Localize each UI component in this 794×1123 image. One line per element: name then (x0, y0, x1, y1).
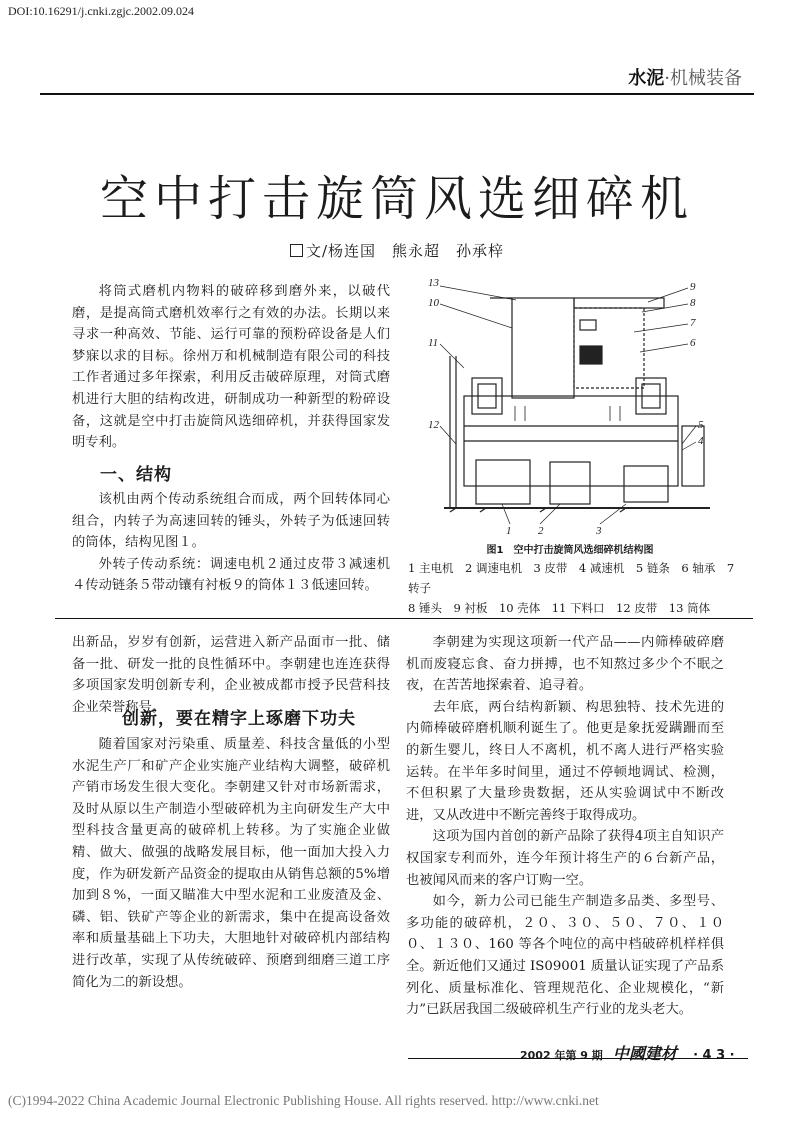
section-heading-structure: 一、结构 (100, 465, 172, 485)
footer-issue: 2002 年第 9 期 (520, 1049, 603, 1062)
right-column-paragraph: 李朝建为实现这项新一代产品——内筛棒破碎磨机而废寝忘食、奋力拼搏，也不知熬过多少个不眠之夜，在苦苦地探索着、追寻着。 (406, 635, 724, 694)
shell-housing (512, 298, 574, 398)
callout-label: 10 (428, 297, 439, 309)
figure-caption: 图1 空中打击旋筒风选细碎机结构图 (486, 545, 654, 556)
intro-paragraph: 将筒式磨机内物料的破碎移到磨外来，以破代磨，是提高筒式磨机效率行之有效的办法。长期以来寻求一种高效、节能、运行可靠的预粉碎设备是人们梦寐以求的目标。徐州万和机械制造有限公司的科技工作者通过多年探索，利用反击破碎原理，对筒式磨机进行大胆的结构改进，研制成功一种新型的粉碎设备，这就是空中打击旋筒风选细碎机，并获得国家发明专利。 (72, 284, 390, 451)
author-names: 文/杨连国 熊永超 孙承梓 (305, 242, 505, 260)
left-column-body: 随着国家对污染重、质量差、科技含量低的小型水泥生产厂和矿产企业实施产业结构大调整，破碎机产销市场发生很大变化。李朝建又针对市场新需求，及时从原以生产制造小型破碎机为主向研发生产大中型科技含量更高的破碎机上转移。为了实施企业做精、做大、做强的战略发展目标，他一面加大投入力度，作为研发新产品资金的提取由从销售总额的5%增加到８%，一面又瞄准大中型水泥和工业废渣及金、磷、铝、铁矿产等企业的新需求，集中在提高设备效率和质量基础上下功夫，大胆地针对破碎机内部结构进行改革，实现了从传统破碎、预磨到细磨三道工序简化为二的新设想。 (72, 737, 390, 990)
right-column-paragraph: 去年底，两台结构新颖、构思独特、技术先进的内筛棒破碎磨机顺利诞生了。他更是象抚爱蹒跚而至的新生婴儿，终日人不离机，机不离人进行严格实验运转。在半年多时间里，通过不停顿地调试、检测，不但积累了大量珍贵数据，还从实验调试中不断改进，又从改进中不断完善终于取得成功。 (406, 699, 724, 823)
figure-legend-line: 8 锤头 9 衬板 10 壳体 11 下料口 12 皮带 13 筒体 (408, 601, 711, 615)
right-column-paragraph: 这项为国内首创的新产品除了获得4项主自知识产权国家专利而外，连今年预计将生产的６台新产品，也被闻风而来的客户订购一空。 (406, 829, 724, 888)
liner-rail (574, 298, 664, 308)
callout-label: 3 (596, 525, 602, 537)
left-column-continuation: 出新品，岁岁有创新，运营进入新产品面市一批、储备一批、研发一批的良性循环中。李朝建也连连获得多项国家发明创新专利，企业被成都市授予民营科技企业荣誉称号。 (72, 635, 390, 715)
structure-paragraph: 该机由两个传动系统组合而成，两个回转体同心组合，内转子为高速回转的锤头，外转子为低速回转的筒体，结构见图１。 (72, 492, 390, 551)
page-footer (520, 1041, 735, 1064)
right-column-paragraph: 如今，新力公司已能生产制造多品类、多型号、多功能的破碎机，２０、３０、５０、７０、１００、１３０、160 等各个吨位的高中档破碎机样样俱全。新近他们又通过 IS09001 质量认证实现了产品系列化、质量标准化、管理规范化、企业规模化，“新力”已跃居我国二级破碎机生产行业的龙头老大。 (406, 894, 724, 1018)
footer-rule (408, 1058, 748, 1059)
section-tag (628, 64, 742, 90)
callout-label: 8 (690, 297, 696, 309)
section-tag-primary: 水泥 (628, 68, 665, 89)
callout-label: 11 (428, 337, 439, 349)
footer-magazine-logo: 中國建材 (612, 1044, 677, 1063)
callout-label: 9 (690, 281, 696, 293)
speed-motor (550, 462, 590, 504)
section-tag-separator: · (664, 68, 670, 89)
structure-text (72, 489, 390, 597)
square-bullet-icon (290, 244, 303, 257)
author-line (0, 240, 794, 261)
callout-label: 13 (428, 277, 439, 289)
callout-label: 2 (538, 525, 544, 537)
structure-paragraph: 外转子传动系统：调速电机２通过皮带３减速机４传动链条５带动镶有衬板９的筒体１３低速回转。 (72, 556, 390, 594)
section-heading-innovation: 创新，要在精字上琢磨下功夫 (122, 709, 356, 729)
section-tag-secondary: 机械装备 (670, 68, 742, 89)
callout-label: 5 (698, 419, 704, 431)
callout-label: 6 (690, 337, 696, 349)
callout-label: 1 (506, 525, 512, 537)
right-column (406, 632, 724, 1021)
footer-page-number: · 4 3 · (693, 1048, 735, 1063)
callout-label: 12 (428, 419, 439, 431)
article-title: 空中打击旋筒风选细碎机 (99, 171, 694, 227)
figure-legend-line: 1 主电机 2 调速电机 3 皮带 4 减速机 5 链条 6 轴承 7 转子 (408, 561, 735, 595)
machine-structure-diagram (420, 276, 720, 538)
main-motor (476, 460, 530, 504)
copyright-watermark: (C)1994-2022 China Academic Journal Electronic Publishing House. All rights reserved. http://www.cnki.net (8, 1093, 599, 1108)
callout-label: 4 (698, 435, 704, 447)
hammer-block (580, 346, 602, 364)
doi-text: DOI:10.16291/j.cnki.zgjc.2002.09.024 (8, 4, 194, 18)
figure-legend (408, 558, 738, 618)
header-rule (40, 93, 754, 95)
section-divider (55, 618, 753, 619)
callout-label: 7 (690, 317, 696, 329)
